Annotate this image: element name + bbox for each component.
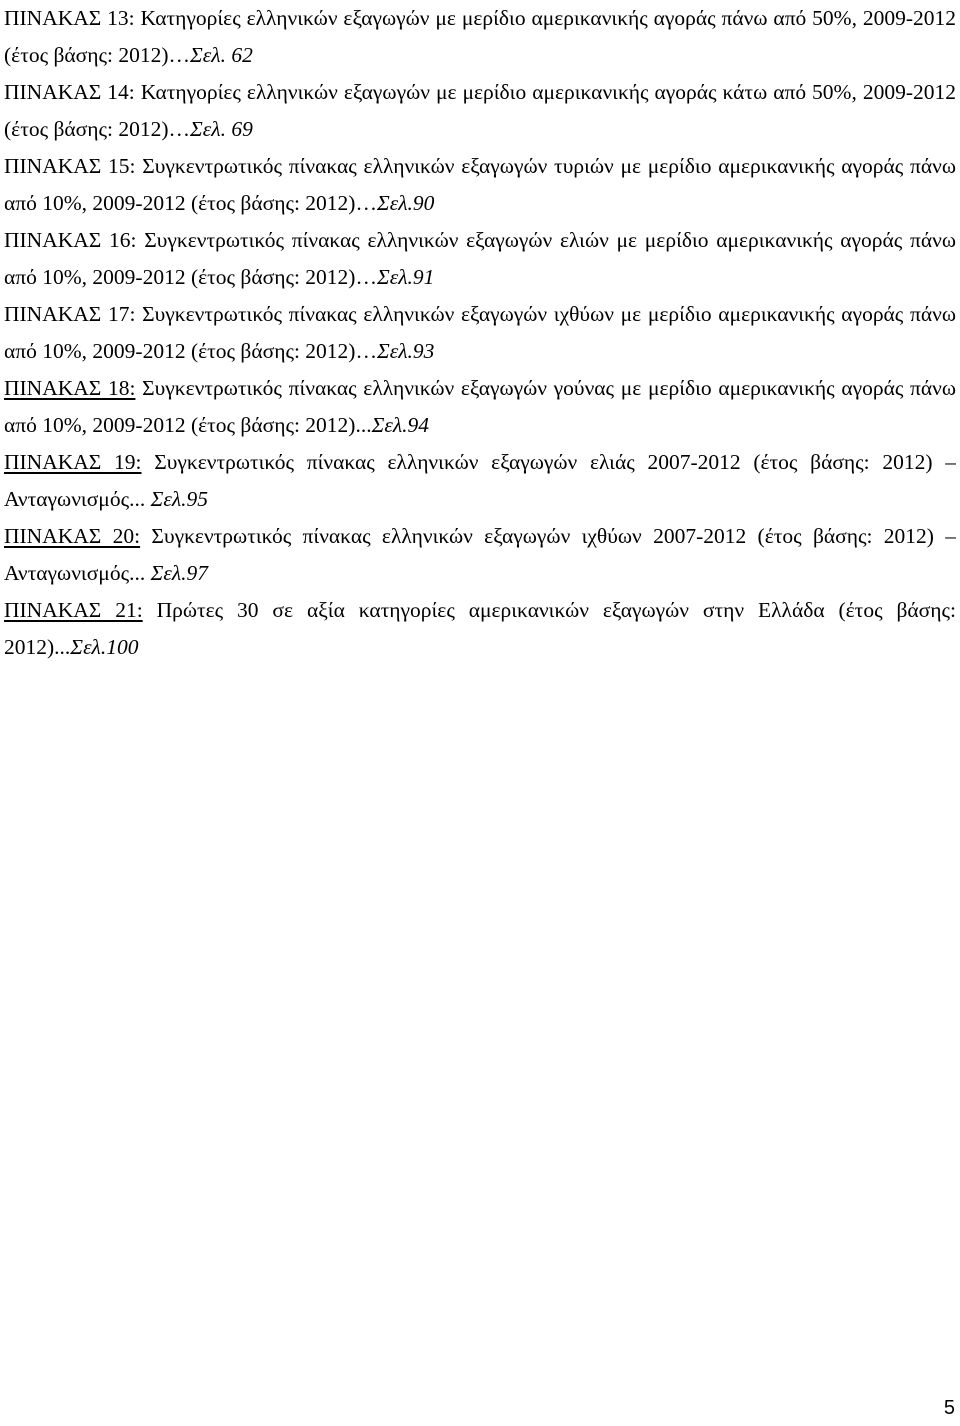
toc-entry-table-15: [4, 148, 956, 222]
toc-entry-page-ref: Σελ.90: [376, 191, 435, 215]
toc-entry-label: ΠΙΝΑΚΑΣ 21:: [4, 598, 143, 622]
toc-entry-page-ref: Σελ. 62: [190, 43, 253, 67]
toc-entry-page-ref: Σελ.94: [371, 413, 430, 437]
toc-entry-text: Συγκεντρωτικός πίνακας ελληνικών εξαγωγών τυριών με μερίδιο αμερικανικής αγοράς πάνω από 10%, 2009-2012 (έτος βάσης: 2012)…: [4, 154, 956, 215]
toc-entry-label: ΠΙΝΑΚΑΣ 17:: [4, 302, 136, 326]
toc-entry-table-16: [4, 222, 956, 296]
toc-entry-label: ΠΙΝΑΚΑΣ 13:: [4, 6, 135, 30]
toc-entry-label: ΠΙΝΑΚΑΣ 16:: [4, 228, 137, 252]
toc-entry-text: Συγκεντρωτικός πίνακας ελληνικών εξαγωγών ιχθύων 2007-2012 (έτος βάσης: 2012) – Ανταγωνισμός...: [4, 524, 956, 585]
toc-entry-text: Συγκεντρωτικός πίνακας ελληνικών εξαγωγών γούνας με μερίδιο αμερικανικής αγοράς πάνω από 10%, 2009-2012 (έτος βάσης: 2012)...: [4, 376, 956, 437]
toc-entry-text: Κατηγορίες ελληνικών εξαγωγών με μερίδιο αμερικανικής αγοράς κάτω από 50%, 2009-2012 (έτος βάσης: 2012)…: [4, 80, 956, 141]
toc-entry-text: Συγκεντρωτικός πίνακας ελληνικών εξαγωγών ελιάς 2007-2012 (έτος βάσης: 2012) – Ανταγωνισμός...: [4, 450, 956, 511]
toc-entry-page-ref: Σελ.100: [70, 635, 139, 659]
toc-entry-text: Συγκεντρωτικός πίνακας ελληνικών εξαγωγών ελιών με μερίδιο αμερικανικής αγοράς πάνω από 10%, 2009-2012 (έτος βάσης: 2012)…: [4, 228, 956, 289]
toc-entry-page-ref: Σελ.91: [376, 265, 435, 289]
toc-entry-label: ΠΙΝΑΚΑΣ 19:: [4, 450, 142, 474]
toc-entry-table-20: [4, 518, 956, 592]
toc-entry-table-19: [4, 444, 956, 518]
toc-entry-label: ΠΙΝΑΚΑΣ 20:: [4, 524, 141, 548]
table-of-tables-list: [4, 0, 956, 666]
toc-entry-text: Πρώτες 30 σε αξία κατηγορίες αμερικανικών εξαγωγών στην Ελλάδα (έτος βάσης: 2012)...: [4, 598, 956, 659]
toc-entry-label: ΠΙΝΑΚΑΣ 14:: [4, 80, 135, 104]
toc-entry-text: Κατηγορίες ελληνικών εξαγωγών με μερίδιο αμερικανικής αγοράς πάνω από 50%, 2009-2012 (έτος βάσης: 2012)…: [4, 6, 956, 67]
toc-entry-text: Συγκεντρωτικός πίνακας ελληνικών εξαγωγών ιχθύων με μερίδιο αμερικανικής αγοράς πάνω από 10%, 2009-2012 (έτος βάσης: 2012)…: [4, 302, 956, 363]
toc-entry-page-ref: Σελ. 69: [190, 117, 253, 141]
toc-entry-table-13: [4, 0, 956, 74]
toc-entry-table-21: [4, 592, 956, 666]
toc-entry-label: ΠΙΝΑΚΑΣ 15:: [4, 154, 136, 178]
toc-entry-page-ref: Σελ.97: [150, 561, 209, 585]
toc-entry-table-18: [4, 370, 956, 444]
toc-entry-table-17: [4, 296, 956, 370]
page-number: 5: [943, 1397, 955, 1419]
toc-entry-table-14: [4, 74, 956, 148]
toc-entry-label: ΠΙΝΑΚΑΣ 18:: [4, 376, 136, 400]
toc-entry-page-ref: Σελ.95: [150, 487, 209, 511]
toc-entry-page-ref: Σελ.93: [376, 339, 435, 363]
